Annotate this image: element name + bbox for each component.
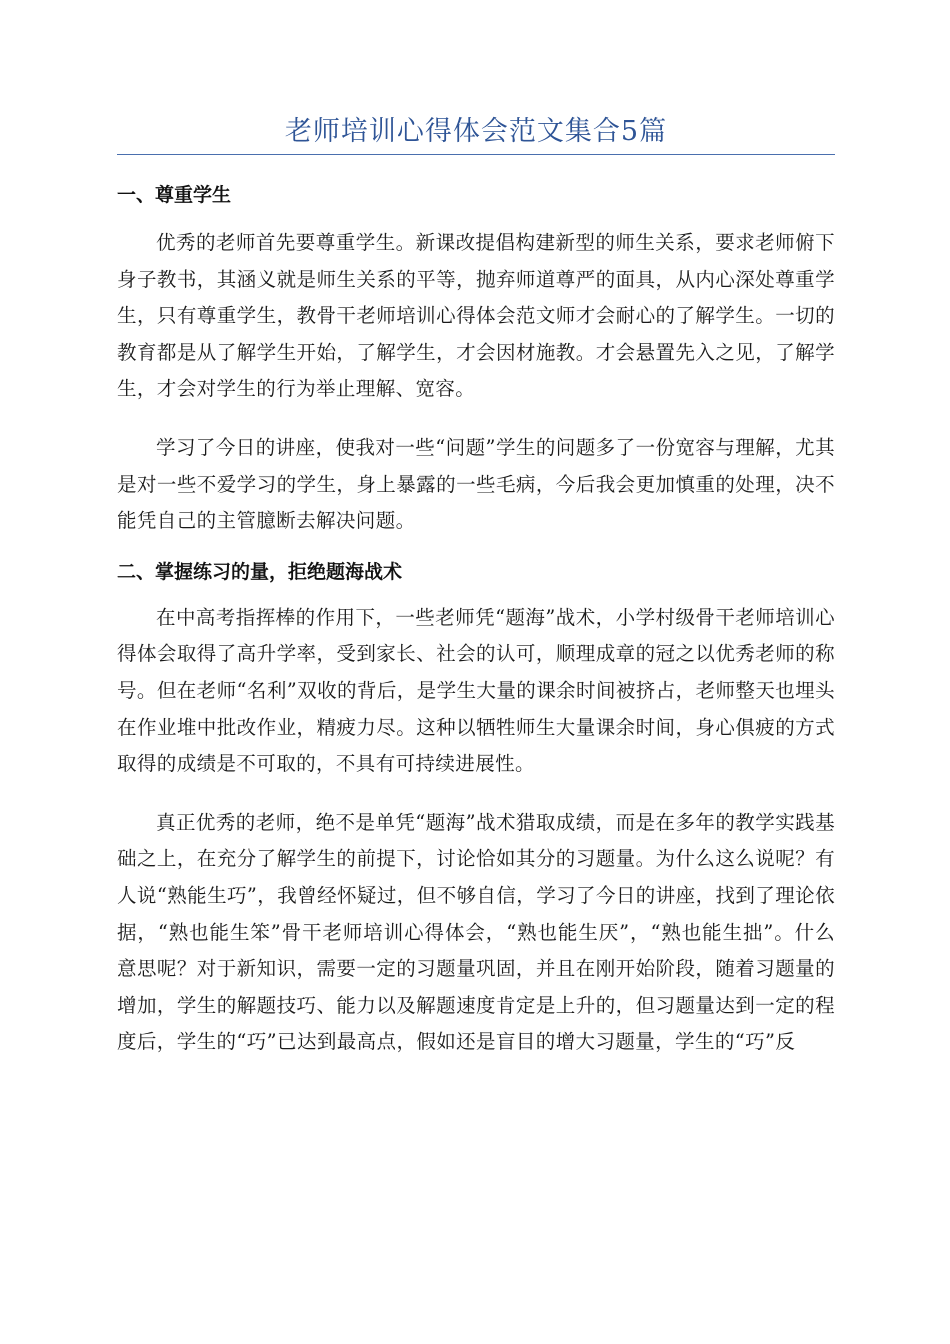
section-heading-practice-amount: 二、掌握练习的量，拒绝题海战术	[117, 560, 403, 583]
document-page	[117, 112, 835, 1061]
title-underline	[117, 154, 835, 155]
paragraph: 学习了今日的讲座，使我对一些“问题”学生的问题多了一份宽容与理解，尤其是对一些不爱学习的学生，身上暴露的一些毛病，今后我会更加慎重的处理，决不能凭自己的主管臆断去解决问题。	[117, 435, 835, 533]
section-heading-respect-students: 一、尊重学生	[117, 184, 232, 206]
paragraph: 真正优秀的老师，绝不是单凭“题海”战术猎取成绩，而是在多年的教学实践基础之上，在充分了解学生的前提下，讨论恰如其分的习题量。为什么这么说呢？有人说“熟能生巧”，我曾经怀疑过，但不够自信，学习了今日的讲座，找到了理论依据，“熟也能生笨”骨干老师培训心得体会，“熟也能生厌”，“熟也能生拙”。什么意思呢？对于新知识，需要一定的习题量巩固，并且在刚开始阶段，随着习题量的增加，学生的解题技巧、能力以及解题速度肯定是上升的，但习题量达到一定的程度后，学生的“巧”已达到最高点，假如还是盲目的增大习题量，学生的“巧”反	[117, 810, 835, 1054]
paragraph: 在中高考指挥棒的作用下，一些老师凭“题海”战术，小学村级骨干老师培训心得体会取得了高升学率，受到家长、社会的认可，顺理成章的冠之以优秀老师的称号。但在老师“名利”双收的背后，是学生大量的课余时间被挤占，老师整天也埋头在作业堆中批改作业，精疲力尽。这种以牺牲师生大量课余时间，身心俱疲的方式取得的成绩是不可取的，不具有可持续进展性。	[117, 605, 835, 776]
document-title: 老师培训心得体会范文集合5篇	[284, 116, 668, 147]
paragraph: 优秀的老师首先要尊重学生。新课改提倡构建新型的师生关系，要求老师俯下身子教书，其涵义就是师生关系的平等，抛弃师道尊严的面具，从内心深处尊重学生，只有尊重学生，教骨干老师培训心得体会范文师才会耐心的了解学生。一切的教育都是从了解学生开始，了解学生，才会因材施教。才会悬置先入之见，了解学生，才会对学生的行为举止理解、宽容。	[117, 231, 835, 401]
